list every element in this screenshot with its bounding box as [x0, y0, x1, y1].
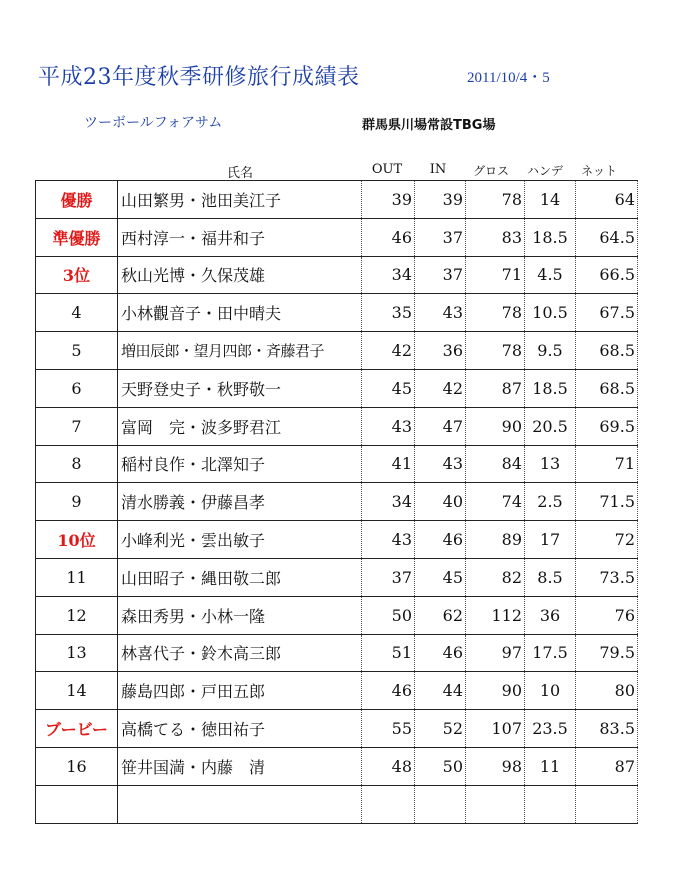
- gross-score-cell: 87: [466, 369, 525, 407]
- table-row: [36, 218, 638, 256]
- handicap-cell: 10.5: [525, 294, 576, 332]
- net-score-cell: 76: [576, 596, 638, 634]
- player-names-cell: 清水勝義・伊藤昌孝: [118, 483, 362, 521]
- out-score-cell: 39: [362, 181, 415, 219]
- player-names-cell: 西村淳一・福井和子: [118, 218, 362, 256]
- player-names-cell: 小林觀音子・田中晴夫: [118, 294, 362, 332]
- out-score-cell: 35: [362, 294, 415, 332]
- out-score-cell: 48: [362, 747, 415, 785]
- player-names-cell: 藤島四郎・戸田五郎: [118, 672, 362, 710]
- net-score-cell: 67.5: [576, 294, 638, 332]
- handicap-cell: 23.5: [525, 710, 576, 748]
- table-row: [36, 294, 638, 332]
- rank-cell: 6: [36, 369, 118, 407]
- table-row: [36, 710, 638, 748]
- gross-score-cell: 90: [466, 407, 525, 445]
- table-row: [36, 558, 638, 596]
- out-score-cell: 41: [362, 445, 415, 483]
- gross-score-cell: 78: [466, 181, 525, 219]
- table-row: [36, 483, 638, 521]
- player-names-cell: 秋山光博・久保茂雄: [118, 256, 362, 294]
- table-row: [36, 332, 638, 370]
- out-score-cell: 37: [362, 558, 415, 596]
- out-score-cell: 46: [362, 218, 415, 256]
- in-score-cell: 46: [415, 521, 466, 559]
- gross-score-cell: 78: [466, 332, 525, 370]
- out-score-cell: 43: [362, 407, 415, 445]
- net-score-cell: [576, 785, 638, 823]
- in-score-cell: 43: [415, 294, 466, 332]
- in-score-cell: 43: [415, 445, 466, 483]
- net-score-cell: 66.5: [576, 256, 638, 294]
- player-names-cell: 天野登史子・秋野敬一: [118, 369, 362, 407]
- handicap-cell: 20.5: [525, 407, 576, 445]
- gross-score-cell: 107: [466, 710, 525, 748]
- table-row: [36, 672, 638, 710]
- venue-name: 群馬県川場常設TBG場: [362, 118, 496, 133]
- net-score-cell: 64: [576, 181, 638, 219]
- player-names-cell: 山田繁男・池田美江子: [118, 181, 362, 219]
- handicap-cell: 4.5: [525, 256, 576, 294]
- rank-cell: 7: [36, 407, 118, 445]
- net-score-cell: 72: [576, 521, 638, 559]
- in-score-cell: 62: [415, 596, 466, 634]
- in-score-cell: 52: [415, 710, 466, 748]
- gross-score-cell: 71: [466, 256, 525, 294]
- table-row: [36, 445, 638, 483]
- gross-score-cell: 82: [466, 558, 525, 596]
- out-score-cell: 34: [362, 483, 415, 521]
- rank-cell: 16: [36, 747, 118, 785]
- in-score-cell: 50: [415, 747, 466, 785]
- player-names-cell: 林喜代子・鈴木高三郎: [118, 634, 362, 672]
- out-score-cell: [362, 785, 415, 823]
- gross-score-cell: 89: [466, 521, 525, 559]
- table-row: [36, 596, 638, 634]
- net-score-cell: 69.5: [576, 407, 638, 445]
- out-score-cell: 46: [362, 672, 415, 710]
- net-score-cell: 79.5: [576, 634, 638, 672]
- gross-score-cell: 78: [466, 294, 525, 332]
- handicap-cell: 11: [525, 747, 576, 785]
- rank-cell: 9: [36, 483, 118, 521]
- net-score-cell: 80: [576, 672, 638, 710]
- in-score-cell: 40: [415, 483, 466, 521]
- gross-score-cell: 84: [466, 445, 525, 483]
- rank-cell: 4: [36, 294, 118, 332]
- rank-cell: 5: [36, 332, 118, 370]
- rank-cell: 8: [36, 445, 118, 483]
- column-header-gross: グロス: [472, 164, 509, 178]
- in-score-cell: 46: [415, 634, 466, 672]
- in-score-cell: 42: [415, 369, 466, 407]
- table-row: [36, 369, 638, 407]
- in-score-cell: 45: [415, 558, 466, 596]
- gross-score-cell: 112: [466, 596, 525, 634]
- rank-cell: 11: [36, 558, 118, 596]
- document-title: 平成23年度秋季研修旅行成績表: [38, 65, 360, 90]
- column-header-in: IN: [429, 162, 447, 177]
- player-names-cell: 増田辰郎・望月四郎・斉藤君子: [118, 332, 362, 370]
- rank-cell: 3位: [36, 256, 118, 294]
- table-row: [36, 256, 638, 294]
- table-row: [36, 521, 638, 559]
- in-score-cell: 47: [415, 407, 466, 445]
- results-table: [35, 180, 638, 824]
- player-names-cell: 森田秀男・小林一隆: [118, 596, 362, 634]
- handicap-cell: 13: [525, 445, 576, 483]
- net-score-cell: 87: [576, 747, 638, 785]
- handicap-cell: 36: [525, 596, 576, 634]
- column-header-net: ネット: [580, 164, 617, 178]
- player-names-cell: 小峰利光・雲出敏子: [118, 521, 362, 559]
- rank-cell: ブービー: [36, 710, 118, 748]
- gross-score-cell: 90: [466, 672, 525, 710]
- player-names-cell: 高橋てる・徳田祐子: [118, 710, 362, 748]
- table-row: [36, 747, 638, 785]
- in-score-cell: 37: [415, 218, 466, 256]
- out-score-cell: 42: [362, 332, 415, 370]
- gross-score-cell: 97: [466, 634, 525, 672]
- handicap-cell: 18.5: [525, 369, 576, 407]
- net-score-cell: 68.5: [576, 369, 638, 407]
- gross-score-cell: 98: [466, 747, 525, 785]
- column-header-handicap: ハンデ: [526, 164, 563, 178]
- handicap-cell: 10: [525, 672, 576, 710]
- table-row: [36, 181, 638, 219]
- rank-cell: 準優勝: [36, 218, 118, 256]
- player-names-cell: 山田昭子・縄田敬二郎: [118, 558, 362, 596]
- out-score-cell: 51: [362, 634, 415, 672]
- out-score-cell: 34: [362, 256, 415, 294]
- column-header-names: 氏名: [226, 166, 253, 181]
- handicap-cell: [525, 785, 576, 823]
- gross-score-cell: 83: [466, 218, 525, 256]
- out-score-cell: 45: [362, 369, 415, 407]
- out-score-cell: 55: [362, 710, 415, 748]
- net-score-cell: 68.5: [576, 332, 638, 370]
- out-score-cell: 50: [362, 596, 415, 634]
- rank-cell: 10位: [36, 521, 118, 559]
- in-score-cell: 44: [415, 672, 466, 710]
- table-row: [36, 407, 638, 445]
- column-header-out: OUT: [371, 162, 403, 177]
- in-score-cell: [415, 785, 466, 823]
- net-score-cell: 64.5: [576, 218, 638, 256]
- gross-score-cell: 74: [466, 483, 525, 521]
- net-score-cell: 73.5: [576, 558, 638, 596]
- handicap-cell: 18.5: [525, 218, 576, 256]
- handicap-cell: 8.5: [525, 558, 576, 596]
- rank-cell: 14: [36, 672, 118, 710]
- in-score-cell: 37: [415, 256, 466, 294]
- net-score-cell: 71.5: [576, 483, 638, 521]
- event-format: ツーボールフォアサム: [84, 115, 223, 131]
- table-row: [36, 785, 638, 823]
- player-names-cell: [118, 785, 362, 823]
- net-score-cell: 83.5: [576, 710, 638, 748]
- gross-score-cell: [466, 785, 525, 823]
- in-score-cell: 39: [415, 181, 466, 219]
- rank-cell: 優勝: [36, 181, 118, 219]
- rank-cell: [36, 785, 118, 823]
- player-names-cell: 稲村良作・北澤知子: [118, 445, 362, 483]
- in-score-cell: 36: [415, 332, 466, 370]
- handicap-cell: 17.5: [525, 634, 576, 672]
- handicap-cell: 17: [525, 521, 576, 559]
- rank-cell: 12: [36, 596, 118, 634]
- out-score-cell: 43: [362, 521, 415, 559]
- table-row: [36, 634, 638, 672]
- rank-cell: 13: [36, 634, 118, 672]
- event-date: 2011/10/4・5: [467, 70, 550, 86]
- net-score-cell: 71: [576, 445, 638, 483]
- handicap-cell: 14: [525, 181, 576, 219]
- player-names-cell: 笹井国満・内藤 清: [118, 747, 362, 785]
- handicap-cell: 9.5: [525, 332, 576, 370]
- player-names-cell: 富岡 完・波多野君江: [118, 407, 362, 445]
- handicap-cell: 2.5: [525, 483, 576, 521]
